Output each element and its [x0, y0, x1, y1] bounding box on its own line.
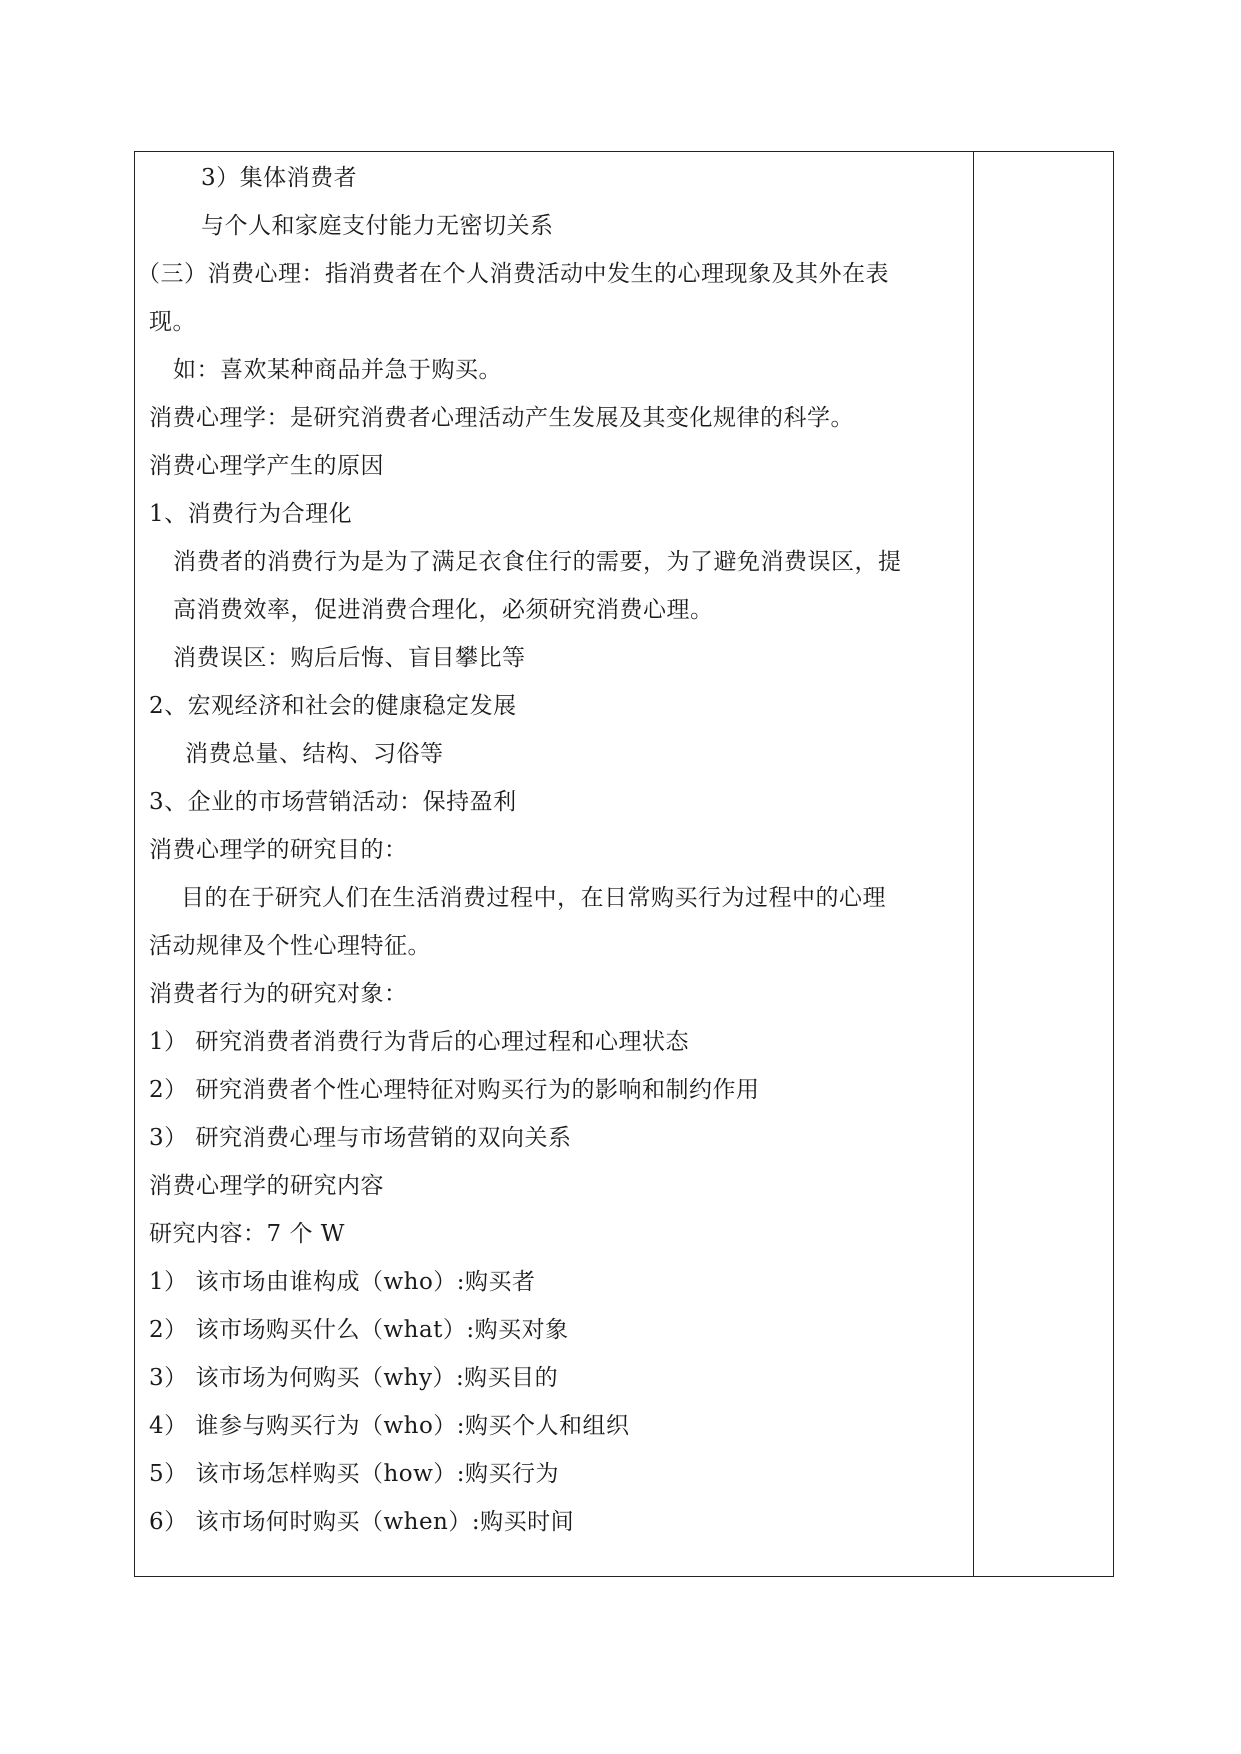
text-line: （三）消费心理：指消费者在个人消费活动中发生的心理现象及其外在表 [137, 261, 889, 287]
side-notes-cell [975, 152, 1113, 1576]
text-line: 消费者的消费行为是为了满足衣食住行的需要，为了避免消费误区，提 [173, 549, 902, 575]
text-line: 目的在于研究人们在生活消费过程中，在日常购买行为过程中的心理 [181, 885, 886, 911]
text-line: 研究内容：7 个 W [149, 1221, 345, 1247]
text-line: 3、企业的市场营销活动：保持盈利 [149, 789, 517, 815]
column-divider [973, 152, 974, 1576]
text-line: 3）集体消费者 [201, 165, 358, 191]
text-line: 5） 该市场怎样购买（how）:购买行为 [149, 1461, 560, 1487]
text-line: 4） 谁参与购买行为（who）:购买个人和组织 [149, 1413, 630, 1439]
text-line: 消费心理学的研究目的： [149, 837, 408, 863]
text-line: 现。 [149, 309, 196, 335]
text-line: 1、消费行为合理化 [149, 501, 353, 527]
text-line: 2） 该市场购买什么（what）:购买对象 [149, 1317, 569, 1343]
text-line: 1） 该市场由谁构成（who）:购买者 [149, 1269, 536, 1295]
text-line: 如：喜欢某种商品并急于购买。 [173, 357, 502, 383]
text-line: 消费总量、结构、习俗等 [185, 741, 444, 767]
text-line: 3） 研究消费心理与市场营销的双向关系 [149, 1125, 572, 1151]
text-line: 1） 研究消费者消费行为背后的心理过程和心理状态 [149, 1029, 689, 1055]
text-line: 消费心理学的研究内容 [149, 1173, 384, 1199]
text-line: 高消费效率，促进消费合理化，必须研究消费心理。 [173, 597, 714, 623]
text-line: 活动规律及个性心理特征。 [149, 933, 431, 959]
content-table [134, 151, 1114, 1577]
text-line: 3） 该市场为何购买（why）:购买目的 [149, 1365, 559, 1391]
text-line: 与个人和家庭支付能力无密切关系 [201, 213, 554, 239]
text-line: 消费心理学：是研究消费者心理活动产生发展及其变化规律的科学。 [149, 405, 854, 431]
text-line: 2） 研究消费者个性心理特征对购买行为的影响和制约作用 [149, 1077, 760, 1103]
main-content-cell [135, 152, 973, 1576]
text-line: 消费者行为的研究对象： [149, 981, 408, 1007]
text-line: 6） 该市场何时购买（when）:购买时间 [149, 1509, 575, 1535]
text-line: 消费误区：购后后悔、盲目攀比等 [173, 645, 526, 671]
text-line: 2、宏观经济和社会的健康稳定发展 [149, 693, 517, 719]
text-line: 消费心理学产生的原因 [149, 453, 384, 479]
